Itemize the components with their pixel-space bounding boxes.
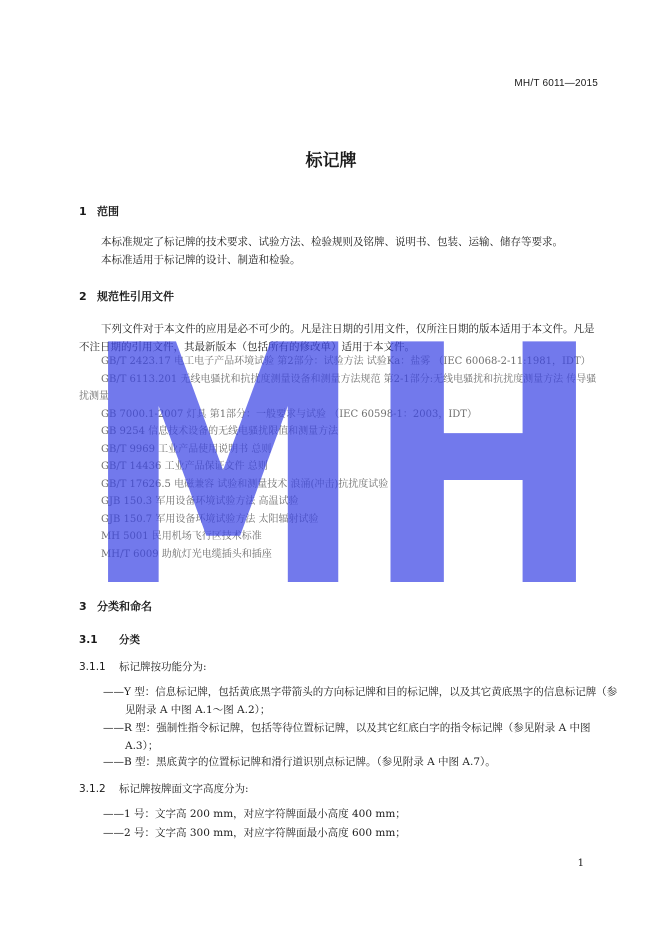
reference-item: MH 5001 民用机场飞行区技术标准	[101, 531, 262, 542]
type-y-item: ——Y 型：信息标记牌，包括黄底黑字带箭头的方向标记牌和目的标记牌，以及其它黄底黑字的信息标记牌（参见附录 A 中图 A.1～图 A.2）；	[103, 686, 618, 716]
watermark-text: MH	[82, 324, 602, 604]
section-number: 1	[79, 205, 87, 218]
type-b-item: ——B 型：黑底黄字的位置标记牌和滑行道识别点标记牌。（参见附录 A 中图 A.7）。	[103, 756, 496, 768]
reference-item: GJB 150.7 军用设备环境试验方法 太阳辐射试验	[101, 513, 319, 525]
document-title: 标记牌	[305, 151, 357, 171]
reference-item: GB/T 17626.5 电磁兼容 试验和测量技术 浪涌(冲击)抗扰度试验	[101, 478, 389, 490]
scope-paragraph-2: 本标准适用于标记牌的设计、制造和检验。	[101, 254, 301, 266]
reference-item: GB/T 9969 工业产品使用说明书 总则	[101, 443, 272, 455]
section-title: 范围	[97, 205, 119, 218]
size-2-item: ——2 号：文字高 300 mm，对应字符牌面最小高度 600 mm；	[103, 827, 406, 839]
section-number: 2	[79, 290, 87, 303]
reference-item: GB/T 14436 工业产品保证文件 总则	[101, 461, 268, 472]
section-1-heading	[79, 203, 119, 219]
subsection-number: 3.1	[79, 634, 98, 646]
page-number: 1	[577, 858, 584, 869]
reference-item: GB 9254 信息技术设备的无线电骚扰限值和测量方法	[101, 426, 339, 437]
section-3-heading	[79, 598, 152, 614]
type-r-item: ——R 型：强制性指令标记牌，包括等待位置标记牌，以及其它红底白字的指令标记牌（参见附录 A 中图 A.3）；	[103, 722, 591, 752]
clause-text: 标记牌按功能分为:	[119, 661, 207, 673]
references-intro: 下列文件对于本文件的应用是必不可少的。凡是注日期的引用文件，仅所注日期的版本适用于本文件。凡是不注日期的引用文件，其最新版本（包括所有的修改单）适用于本文件。	[79, 323, 595, 353]
subsection-3-1-heading	[79, 632, 140, 647]
clause-text: 标记牌按牌面文字高度分为:	[119, 783, 249, 795]
reference-item: GB/T 6113.201 无线电骚扰和抗扰度测量设备和测量方法规范 第2-1部分:无线电骚扰和抗扰度测量方法 传导骚扰测量	[79, 373, 597, 402]
clause-number: 3.1.1	[79, 661, 106, 673]
standard-code: MH/T 6011—2015	[514, 78, 598, 89]
clause-3-1-1	[79, 659, 207, 674]
section-number: 3	[79, 600, 87, 613]
reference-item: GB/T 2423.17 电工电子产品环境试验 第2部分：试验方法 试验Ka：盐雾 （IEC 60068-2-11:1981，IDT）	[101, 356, 591, 367]
clause-3-1-2	[79, 781, 249, 796]
reference-item: GJB 150.3 军用设备环境试验方法 高温试验	[101, 496, 299, 507]
size-1-item: ——1 号：文字高 200 mm，对应字符牌面最小高度 400 mm；	[103, 808, 406, 820]
clause-number: 3.1.2	[79, 783, 106, 795]
reference-item: GB 7000.1-2007 灯具 第1部分：一般要求与试验 （IEC 60598-1：2003，IDT）	[101, 408, 477, 420]
subsection-title: 分类	[119, 634, 140, 646]
section-title: 分类和命名	[97, 600, 152, 613]
normative-references-list	[79, 353, 604, 563]
scope-paragraph-1: 本标准规定了标记牌的技术要求、试验方法、检验规则及铭牌、说明书、包装、运输、储存等要求。	[101, 236, 563, 248]
section-title: 规范性引用文件	[97, 290, 174, 303]
reference-item: MH/T 6009 助航灯光电缆插头和插座	[101, 548, 272, 560]
section-2-heading	[79, 288, 174, 304]
